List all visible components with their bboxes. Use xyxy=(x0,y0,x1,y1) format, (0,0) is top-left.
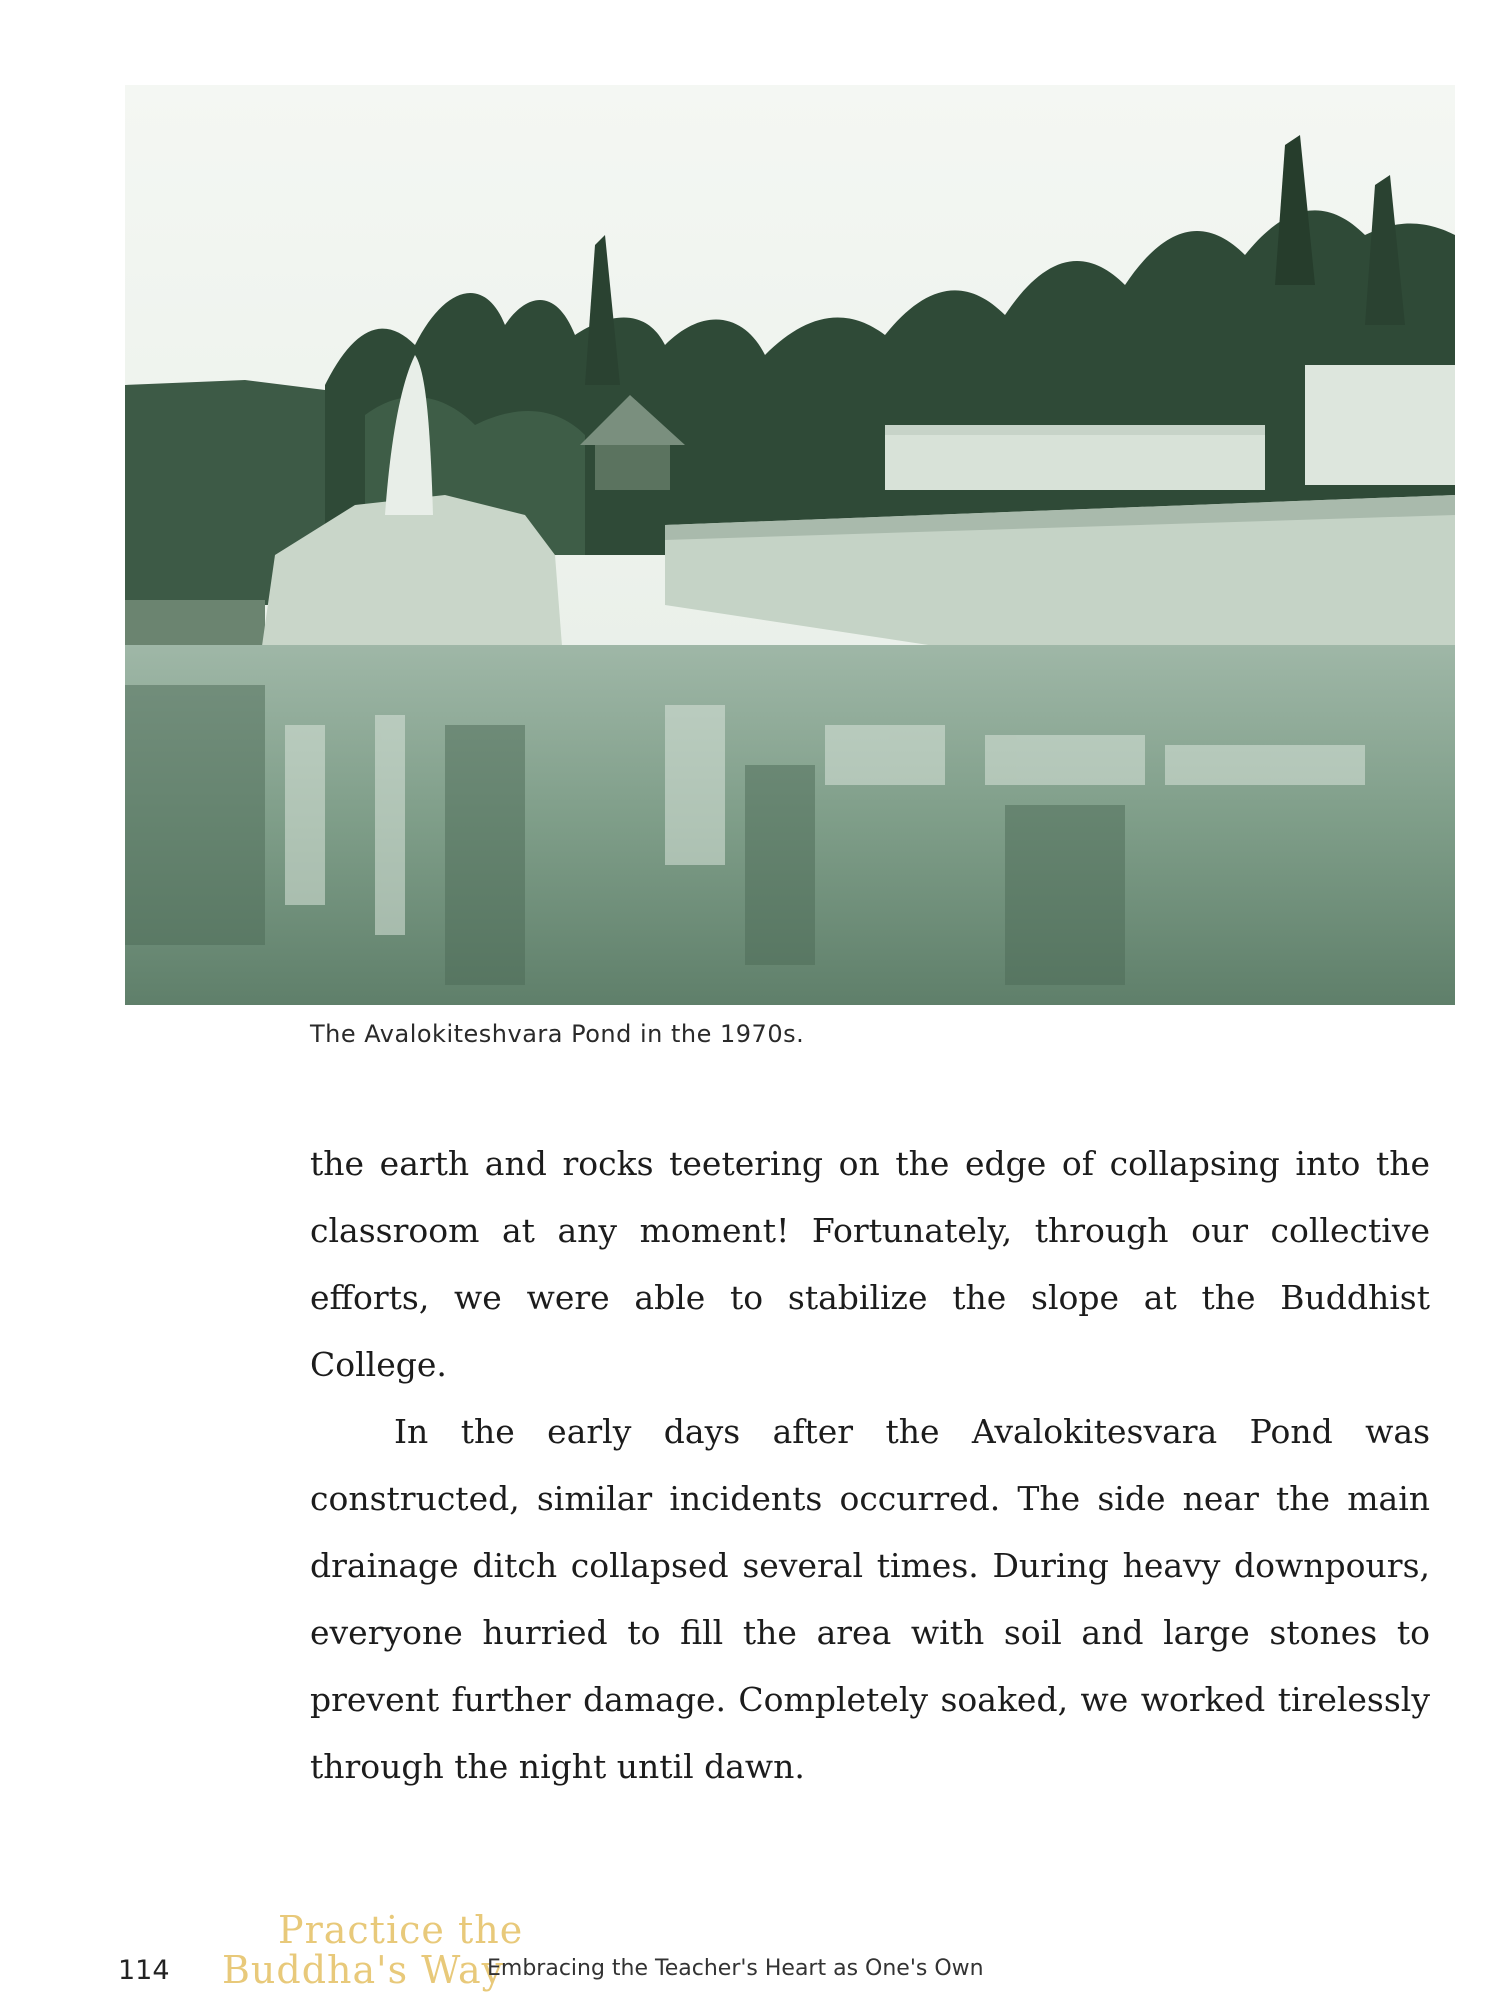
page-number: 114 xyxy=(118,1955,170,1986)
photo-caption: The Avalokiteshvara Pond in the 1970s. xyxy=(310,1020,805,1048)
book-title-line1: Practice the xyxy=(278,1908,524,1952)
pond-photo xyxy=(125,85,1455,1005)
paragraph-2: In the early days after the Avalokitesvara Pond was constructed, similar incidents occurred. The side near the main drainage ditch collapsed several times. During heavy downpours, everyone hurried to fill the area with soil and large stones to prevent further damage. Completely soaked, we worked tirelessly through the night until dawn. xyxy=(310,1412,1430,1786)
paragraph-1: the earth and rocks teetering on the edge of collapsing into the classroom at any moment! Fortunately, through our collective efforts, we were able to stabilize the slope at the Buddhist College. xyxy=(310,1144,1430,1384)
pond-photo-illustration xyxy=(125,85,1455,1005)
page-footer xyxy=(0,1900,1500,1992)
body-text xyxy=(310,1130,1430,1800)
chapter-title: Embracing the Teacher's Heart as One's Own xyxy=(487,1956,984,1981)
book-title-line2: Buddha's Way xyxy=(222,1948,505,1992)
